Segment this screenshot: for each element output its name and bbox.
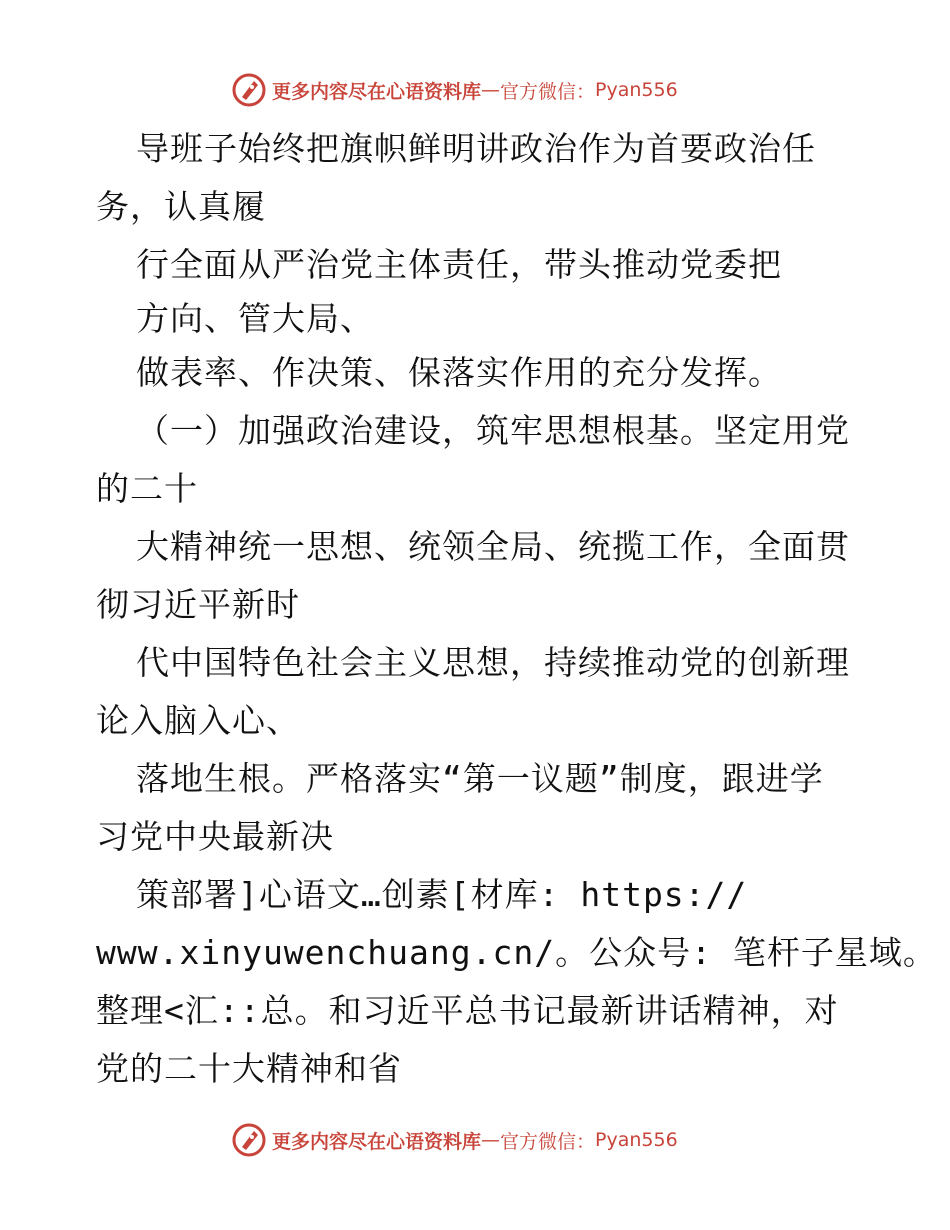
text-line: 策部署]心语文…创素[材库: https:// <box>136 875 748 914</box>
pen-nib-circle-icon <box>232 73 266 107</box>
text-line: 党的二十大精神和省 <box>96 1049 402 1088</box>
header-wechat-label: 官方微信： <box>500 80 596 103</box>
header-watermark <box>232 70 732 110</box>
text-line: 的二十 <box>96 469 198 508</box>
text-line: 论入脑入心、 <box>96 701 300 740</box>
footer-separator: — <box>481 1129 501 1151</box>
footer-wechat-label: 官方微信： <box>500 1130 596 1153</box>
footer-watermark <box>232 1120 732 1160</box>
text-line: 方向、管大局、 <box>136 299 374 338</box>
text-line: 代中国特色社会主义思想，持续推动党的创新理 <box>136 643 850 682</box>
text-line: www.xinyuwenchuang.cn/。公众号: 笔杆子星域。 <box>96 933 937 972</box>
text-line: 行全面从严治党主体责任，带头推动党委把 <box>136 245 782 284</box>
text-line: （一）加强政治建设，筑牢思想根基。坚定用党 <box>136 411 850 450</box>
text-line: 彻习近平新时 <box>96 585 300 624</box>
footer-site-name: 更多内容尽在心语资料库 <box>272 1130 482 1153</box>
text-line: 导班子始终把旗帜鲜明讲政治作为首要政治任 <box>136 129 816 168</box>
header-site-name: 更多内容尽在心语资料库 <box>272 80 482 103</box>
text-line: 大精神统一思想、统领全局、统揽工作，全面贯 <box>136 527 850 566</box>
text-line: 做表率、作决策、保落实作用的充分发挥。 <box>136 353 782 392</box>
text-line: 整理<汇::总。和习近平总书记最新讲话精神，对 <box>96 991 839 1030</box>
body-text <box>96 120 937 1098</box>
header-separator: — <box>481 79 501 101</box>
text-line: 习党中央最新决 <box>96 817 334 856</box>
pen-nib-circle-icon <box>232 1123 266 1157</box>
text-line: 落地生根。严格落实“第一议题”制度，跟进学 <box>136 759 824 798</box>
text-line: 务，认真履 <box>96 187 266 226</box>
footer-wechat-id: Pyan556 <box>595 1129 678 1151</box>
header-wechat-id: Pyan556 <box>595 79 678 101</box>
